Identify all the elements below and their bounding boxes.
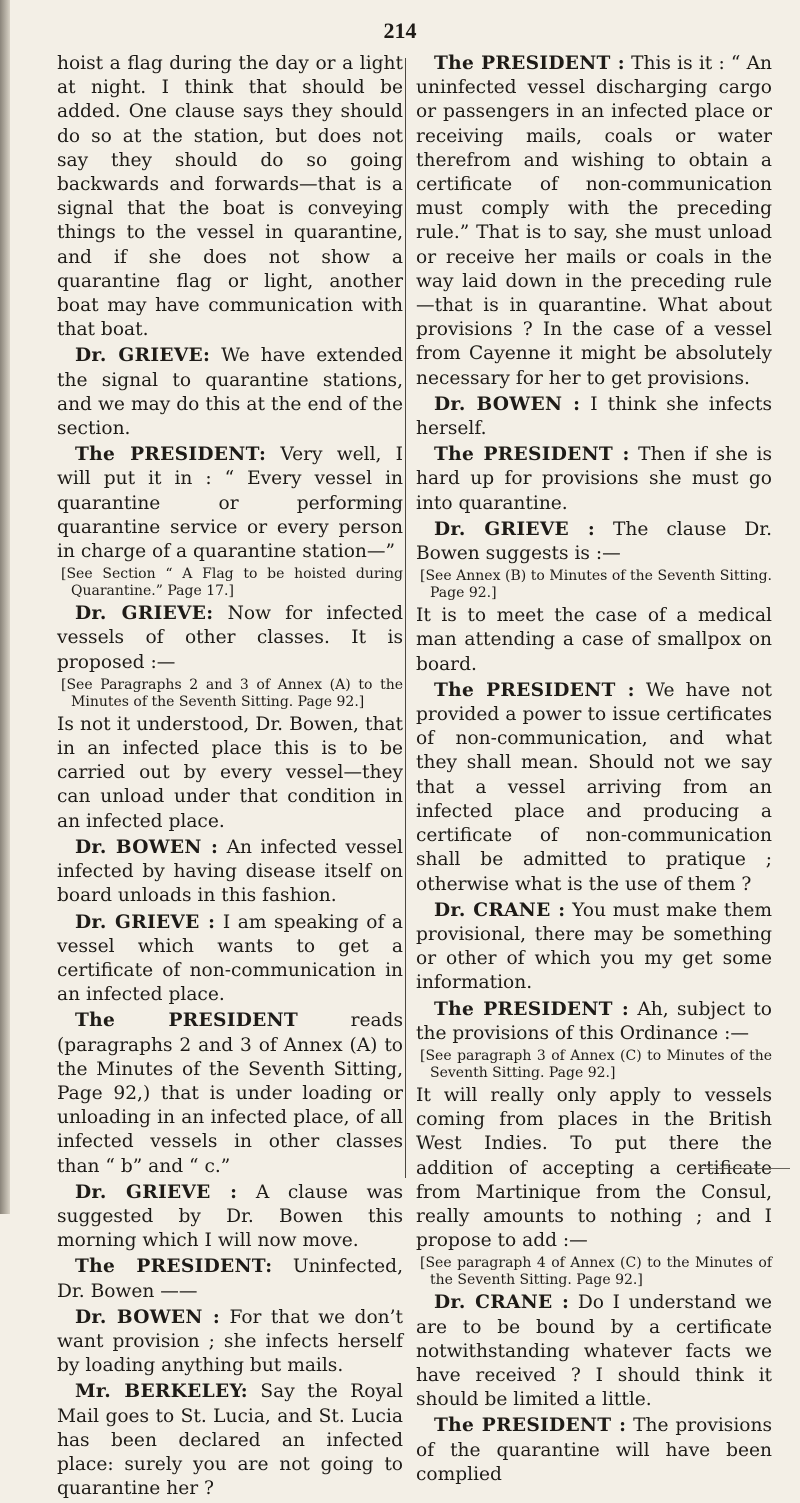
- speaker-name: Dr. GRIEVE:: [75, 345, 211, 367]
- paragraph: [416, 604, 772, 677]
- paragraph-text: It is to meet the case of a medical man attending a case of smallpox on board.: [416, 605, 772, 675]
- paragraph: [57, 713, 403, 834]
- paragraph-text: For that we don’t want provision ; she infects herself by loading anything but mails.: [57, 1306, 403, 1377]
- paragraph-text: It will really only apply to vessels coming from places in the British West Indies. To put there the addition of accepting a certificate from Martinique from the Consul, really amounts to nothing ; and I propose to add :—: [416, 1084, 772, 1252]
- paragraph: [416, 998, 772, 1046]
- left-column: [57, 52, 403, 1503]
- right-column: [416, 52, 772, 1489]
- paragraph-text: We have extended the signal to quarantine stations, and we may do this at the end of the section.: [57, 345, 403, 440]
- speaker-name: The PRESIDENT: [75, 1010, 299, 1032]
- paragraph-text: Then if she is hard up for provisions she must go into quarantine.: [416, 444, 772, 514]
- speaker-name: Mr. BERKELEY:: [75, 1381, 248, 1403]
- paragraph: [416, 899, 772, 996]
- speaker-name: Dr. BOWEN :: [75, 836, 219, 858]
- paragraph-text: A clause was suggested by Dr. Bowen this morning which I will now move.: [57, 1181, 403, 1252]
- paragraph: [57, 52, 403, 342]
- speaker-name: The PRESIDENT :: [434, 679, 635, 701]
- paragraph: [57, 1181, 403, 1254]
- paragraph-text: Is not it understood, Dr. Bowen, that in an infected place this is to be carried out by every vessel—they can unload under that condition in an infected place.: [57, 713, 403, 832]
- reference-note: [See Annex (B) to Minutes of the Seventh Sitting. Page 92.]: [420, 568, 772, 602]
- paragraph-text: This is it : “ An uninfected vessel discharging cargo or passengers in an infected place or receiving mails, coals or water therefrom and wishing to obtain a certificate of non-communication must comply with the preceding rule.” That is to say, she must unload or receive her mails or coals in the way laid down in the preceding rule—that is in quarantine. What about provisions ? In the case of a vessel from Cayenne it might be absolutely necessary for her to get provisions.: [416, 53, 772, 389]
- reference-note: [See Paragraphs 2 and 3 of Annex (A) to the Minutes of the Seventh Sitting. Page 92.]: [61, 676, 403, 710]
- speaker-name: Dr. CRANE :: [434, 899, 566, 921]
- speaker-name: Dr. BOWEN :: [434, 393, 581, 415]
- paragraph-text: Ah, subject to the provisions of this Ordinance :—: [416, 998, 772, 1044]
- speaker-name: Dr. CRANE :: [434, 1292, 570, 1314]
- paragraph: [57, 344, 403, 441]
- paragraph-text: We have not provided a power to issue certificates of non-communication, and what they shall mean. Should not we say that a vessel arriving from an infected place and producing a certificate of non-communication shall be admitted to pratique ; otherwise what is the use of them ?: [416, 679, 772, 895]
- speaker-name: Dr. GRIEVE :: [75, 1181, 238, 1203]
- speaker-name: The PRESIDENT :: [434, 53, 625, 74]
- speaker-name: The PRESIDENT:: [75, 1256, 273, 1278]
- paragraph-text: Uninfected, Dr. Bowen ——: [57, 1256, 403, 1302]
- speaker-name: The PRESIDENT :: [434, 998, 630, 1020]
- speaker-name: Dr. GRIEVE :: [75, 911, 216, 933]
- paragraph-text: Now for infected vessels of other classes. It is proposed :—: [57, 603, 403, 673]
- column-divider: [405, 58, 406, 1178]
- paragraph-text: The clause Dr. Bowen suggests is :—: [416, 518, 772, 565]
- reference-note: [See paragraph 4 of Annex (C) to the Minutes of the Seventh Sitting. Page 92.]: [420, 1255, 772, 1289]
- paragraph-text: I am speaking of a vessel which wants to get a certificate of non-communication in an infected place.: [57, 911, 403, 1006]
- paragraph-text: reads (paragraphs 2 and 3 of Annex (A) to the Minutes of the Seventh Sitting, Page 92,) that is under loading or unloading in an infected place, of all infected vessels in other classes than “ b” and “ c.”: [57, 1010, 403, 1177]
- paragraph: [57, 1009, 403, 1178]
- reference-note: [See Section “ A Flag to be hoisted during Quarantine.” Page 17.]: [61, 566, 403, 600]
- paragraph: [416, 1414, 772, 1487]
- speaker-name: Dr. GRIEVE:: [75, 603, 214, 625]
- paragraph: [57, 443, 403, 564]
- paragraph: [57, 602, 403, 675]
- paragraph-text: The provisions of the quarantine will have been complied: [416, 1415, 773, 1485]
- paragraph: [416, 393, 772, 441]
- paragraph: [416, 443, 772, 516]
- paragraph-text: An infected vessel infected by having disease itself on board unloads in this fashion.: [57, 836, 403, 907]
- speaker-name: The PRESIDENT :: [434, 1415, 627, 1437]
- paragraph: [416, 518, 772, 566]
- paragraph: [57, 1380, 403, 1501]
- paragraph-text: You must make them provisional, there may be something or other of which you my get some information.: [416, 899, 772, 994]
- page-number: 214: [383, 18, 417, 43]
- speaker-name: The PRESIDENT :: [434, 444, 630, 466]
- binding-edge: [0, 0, 10, 1214]
- paragraph: [416, 52, 772, 391]
- paragraph-text: hoist a flag during the day or a light at night. I think that should be added. One clause says they should do so at the station, but does not say they should do so going backwards and forwards—that is a signal that the boat is conveying things to the vessel in quarantine, and if she does not show a quarantine flag or light, another boat may have communication with that boat.: [57, 53, 403, 341]
- paragraph: [57, 1255, 403, 1303]
- paragraph: [416, 679, 772, 897]
- speaker-name: Dr. GRIEVE :: [434, 518, 596, 540]
- paragraph: [57, 836, 403, 909]
- paragraph-text: I think she infects herself.: [416, 393, 772, 440]
- paragraph-text: Do I understand we are to be bound by a certificate notwithstanding whatever facts we have received ? I should think it should be limited a little.: [416, 1292, 772, 1411]
- speaker-name: Dr. BOWEN :: [75, 1306, 221, 1328]
- paragraph-text: Say the Royal Mail goes to St. Lucia, and St. Lucia has been declared an infected place: surely you are not going to quarantine her ?: [57, 1381, 403, 1500]
- bottom-rule: [700, 1168, 790, 1169]
- paragraph: [57, 1306, 403, 1379]
- reference-note: [See paragraph 3 of Annex (C) to Minutes of the Seventh Sitting. Page 92.]: [420, 1047, 772, 1081]
- paragraph-text: Very well, I will put it in : “ Every vessel in quarantine or performing quarantine service or every person in charge of a quarantine station—”: [57, 444, 404, 563]
- paragraph: [57, 911, 403, 1008]
- speaker-name: The PRESIDENT:: [75, 444, 267, 466]
- paragraph: [416, 1291, 772, 1412]
